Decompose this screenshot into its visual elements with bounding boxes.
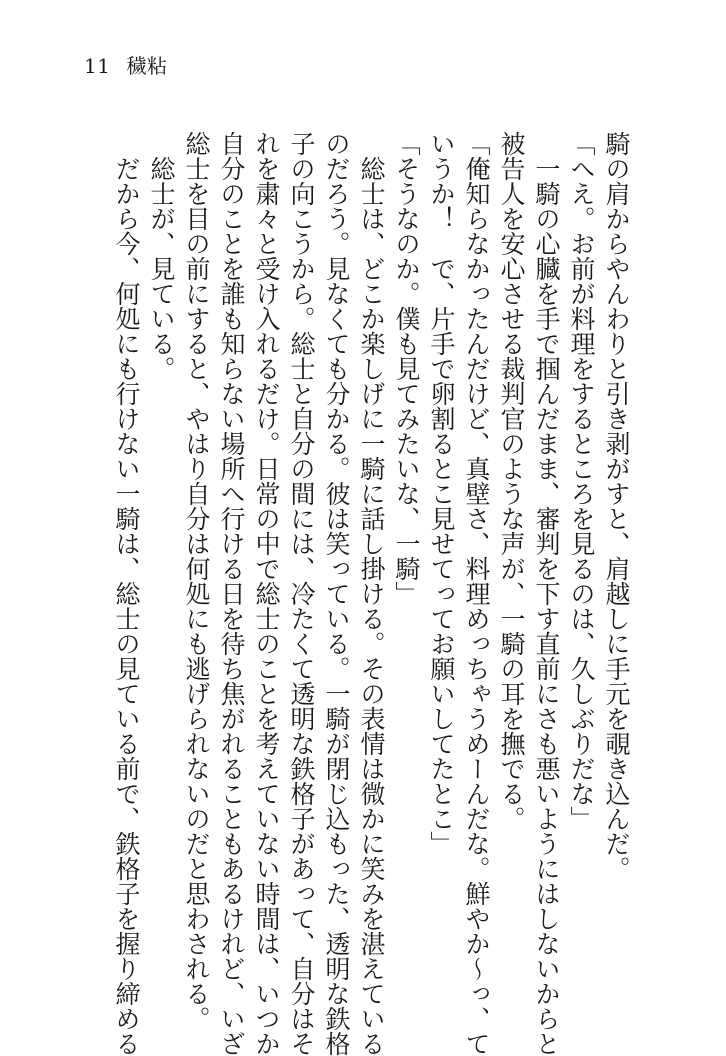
- text-column-15: だから今、何処にも行けない一騎は、総士の見ている前で、鉄格子を握り締める: [112, 131, 141, 1056]
- text-column-6: いうか！ で、片手で卵割るとこ見せてってお願いしてたとこ」: [427, 131, 456, 856]
- text-column-2: 「へえ。お前が料理をするところを見るのは、久しぶりだな」: [567, 131, 596, 831]
- running-header: [84, 52, 167, 80]
- text-column-1: 騎の肩からやんわりと引き剥がすと、肩越しに手元を覗き込んだ。: [602, 131, 631, 881]
- text-column-13: 総士を目の前にすると、やはり自分は何処にも逃げられないのだと思わされる。: [182, 131, 211, 1031]
- vertical-body-text: [112, 131, 634, 1056]
- text-column-3: 一騎の心臓を手で掴んだまま、審判を下す直前にさも悪いようにはしないからと: [532, 131, 561, 1056]
- text-column-10: 子の向こうから。総士と自分の間には、冷たくて透明な鉄格子があって、自分はそ: [287, 131, 316, 1056]
- chapter-title: 穢粘: [126, 54, 168, 78]
- text-column-11: れを粛々と受け入れるだけ。日常の中で総士のことを考えていない時間は、いつか: [252, 131, 281, 1056]
- text-column-12: 自分のことを誰も知らない場所へ行ける日を待ち焦がれることもあるけれど、いざ: [217, 131, 246, 1056]
- page-number: 11: [84, 54, 111, 78]
- text-column-14: 総士が、見ている。: [147, 131, 176, 381]
- text-column-4: 被告人を安心させる裁判官のような声が、一騎の耳を撫でる。: [497, 131, 526, 831]
- text-column-9: のだろう。見なくても分かる。彼は笑っている。一騎が閉じ込もった、透明な鉄格: [322, 131, 351, 1056]
- text-column-7: 「そうなのか。僕も見てみたいな、一騎」: [392, 131, 421, 606]
- text-column-5: 「俺知らなかったんだけど、真壁さ、料理めっちゃうめーんだな。鮮やか〜っ、て: [462, 131, 491, 1056]
- text-column-8: 総士は、どこか楽しげに一騎に話し掛ける。その表情は微かに笑みを湛えている: [357, 131, 386, 1056]
